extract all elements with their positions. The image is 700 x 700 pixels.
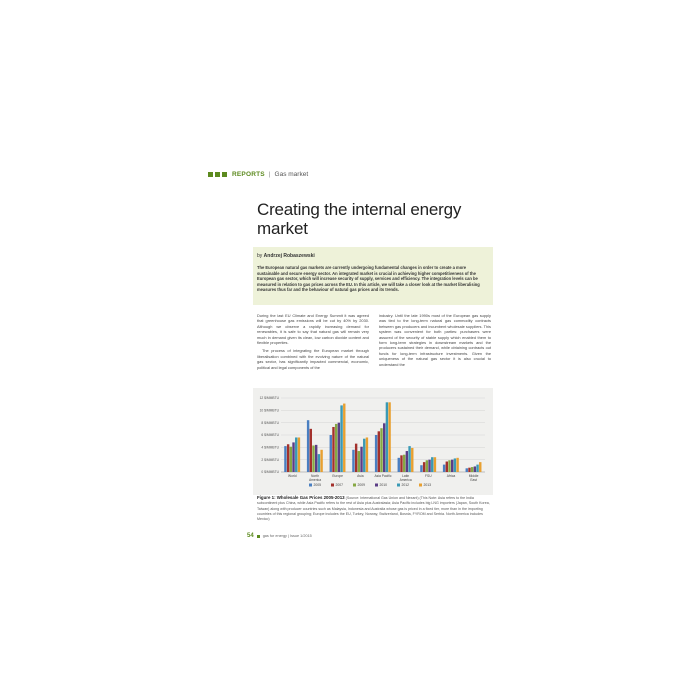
y-tick-label: 12 $/MMBTU (259, 396, 279, 401)
chart-bar (340, 405, 342, 472)
chart-bar (378, 431, 380, 472)
chart-bar (476, 465, 478, 472)
chart-bar (366, 437, 368, 472)
x-tick-label: World (288, 474, 297, 478)
chart-bar (426, 460, 428, 472)
body-paragraph: The process of integrating the European market through liberalisation combined with the evolving nature of the natural gas sector, has significantly impacted commercial, economic, political and legal components of the (257, 348, 369, 370)
body-column-left (257, 313, 369, 373)
chart-bar (335, 424, 337, 472)
x-tick-label: Africa (446, 474, 456, 478)
section-header (208, 169, 308, 179)
x-tick-label: FSU (425, 474, 432, 478)
article-title: Creating the internal energy market (257, 200, 462, 238)
chart-bar (332, 427, 334, 472)
chart-bar (386, 402, 388, 472)
section-topic: Gas market (274, 170, 309, 178)
chart-bar (287, 444, 289, 472)
body-paragraph: industry. Until the late 1990s most of the European gas supply was tied to the long-term natural gas commodity contracts between gas producers and incumbent wholesale suppliers. This system was convenient for both parties: purchasers were assured of the security of stable supply which enabled them to form long-term strategies in downstream markets and the producers sustained their demand, while obtaining contracts out funds for long-term infrastructure investments. Given the uniqueness of the natural gas sector it is also crucial to understand the (379, 313, 491, 367)
chart-bar (446, 462, 448, 472)
figure-caption-title: Figure 1: Wholesale Gas Prices 2005-2013 (257, 495, 345, 500)
y-tick-label: 2 $/MMBTU (261, 457, 279, 462)
chart-bar (411, 448, 413, 472)
y-tick-label: 6 $/MMBTU (261, 433, 279, 438)
x-tick-label: Europe (332, 474, 343, 478)
x-tick-label: America (308, 478, 322, 482)
legend-swatch (331, 484, 334, 487)
legend-swatch (353, 484, 356, 487)
lead-box (253, 247, 493, 305)
chart-bar (295, 437, 297, 472)
chart-bar (474, 466, 476, 472)
chart-bar (420, 465, 422, 472)
chart-bar (363, 439, 365, 472)
chart-bar (451, 460, 453, 472)
chart-bar (466, 468, 468, 472)
chart-bar (320, 450, 322, 472)
chart-bar (400, 455, 402, 472)
section-marker-icon (208, 172, 227, 177)
publication-name: gas for energy | Issue 1/2015 (262, 534, 312, 538)
section-label: REPORTS (232, 170, 265, 178)
chart-bar (398, 458, 400, 472)
x-tick-label: Asia Pacific (374, 474, 392, 478)
legend-label: 2013 (423, 483, 432, 487)
chart-bar (431, 457, 433, 472)
figure-box (253, 388, 493, 495)
gas-price-chart (253, 388, 493, 495)
body-column-right (379, 313, 491, 373)
chart-bar (423, 462, 425, 472)
chart-bar (315, 445, 317, 472)
chart-bar (343, 404, 345, 472)
x-tick-label: Latin (402, 474, 410, 478)
chart-bar (406, 451, 408, 472)
chart-bar (428, 460, 430, 472)
legend-swatch (375, 484, 378, 487)
chart-bar (408, 446, 410, 472)
body-columns (257, 313, 492, 373)
y-tick-label: 10 $/MMBTU (259, 408, 279, 413)
chart-bar (479, 462, 481, 472)
y-tick-label: 0 $/MMBTU (261, 470, 279, 475)
chart-bar (380, 428, 382, 472)
chart-bar (338, 423, 340, 472)
figure-caption (257, 495, 493, 522)
x-tick-label: North (310, 474, 320, 478)
chart-bar (298, 437, 300, 472)
x-tick-label: America (399, 478, 412, 482)
chart-bar (312, 445, 314, 472)
chart-bar (443, 465, 445, 472)
x-tick-label: Asia (357, 474, 364, 478)
chart-bar (330, 435, 332, 472)
page-number: 54 (247, 533, 254, 539)
x-tick-label: East (470, 478, 477, 482)
legend-label: 2012 (401, 483, 410, 487)
legend-label: 2010 (379, 483, 388, 487)
chart-bar (292, 442, 294, 472)
x-tick-label: Middle (468, 474, 479, 478)
y-tick-label: 4 $/MMBTU (261, 445, 279, 450)
lead-paragraph: The European natural gas markets are currently undergoing fundamental changes in order to create a more sustainable and secure energy sector. An integrated market is crucial in achieving higher competitiveness of the European gas sector, which will increase security of supply, services and efficiency. The integration levels can be measured in relation to gas prices across the EU. In this article, we will take a closer look at the market liberalising measures thus far and the behaviour of natural gas prices and its trends. (257, 265, 480, 293)
chart-bar (352, 450, 354, 472)
footer-bullet-icon (257, 535, 260, 538)
chart-bar (360, 447, 362, 472)
chart-bar (388, 402, 390, 472)
legend-label: 2007 (335, 483, 344, 487)
legend-swatch (419, 484, 422, 487)
figure-caption-text: (Source: International Gas Union and Nexant) (This Note: Asia refers to the India subcontinent plus China, while Asia Pacific refers to the rest of Asia plus Australasia; Asia Pacific includes big LNG importers (Japan, South Korea, Taiwan) along with producer countries such as Malaysia, Indonesia and Australia whose gas is priced in a fixed tier, more than in the importing countries of this regional grouping; Europe includes the EU, Turkey, Norway, Switzerland, Bosnia, FYROM and Serbia. North America includes Mexico) (257, 496, 490, 522)
chart-bar (434, 457, 436, 472)
chart-bar (403, 455, 405, 472)
section-separator: | (268, 170, 271, 178)
author-name: Andrzej Robaszewski (263, 253, 315, 259)
legend-label: 2009 (357, 483, 366, 487)
chart-bar (383, 423, 385, 472)
body-paragraph: During the last EU Climate and Energy Summit it was agreed that greenhouse gas emissions will be cut by 40% by 2030. Although we observe a rapidly increasing demand for renewables, it is safe to say that natural gas will remain very much in demand given its clean, low carbon dioxide content and flexible properties. (257, 313, 369, 346)
chart-bar (290, 447, 292, 472)
legend-swatch (397, 484, 400, 487)
chart-bar (318, 454, 320, 472)
chart-bar (375, 435, 377, 472)
legend-swatch (309, 484, 312, 487)
chart-bar (355, 444, 357, 472)
page-footer (247, 533, 312, 539)
chart-bar (448, 460, 450, 472)
chart-bar (310, 429, 312, 472)
chart-bar (471, 467, 473, 472)
chart-bar (284, 446, 286, 472)
chart-bar (358, 451, 360, 472)
legend-label: 2005 (313, 483, 322, 487)
chart-bar (307, 420, 309, 472)
byline (257, 253, 493, 259)
byline-prefix: by (257, 253, 263, 259)
chart-bar (456, 458, 458, 472)
chart-bar (468, 468, 470, 472)
chart-bar (454, 458, 456, 472)
y-tick-label: 8 $/MMBTU (261, 420, 279, 425)
